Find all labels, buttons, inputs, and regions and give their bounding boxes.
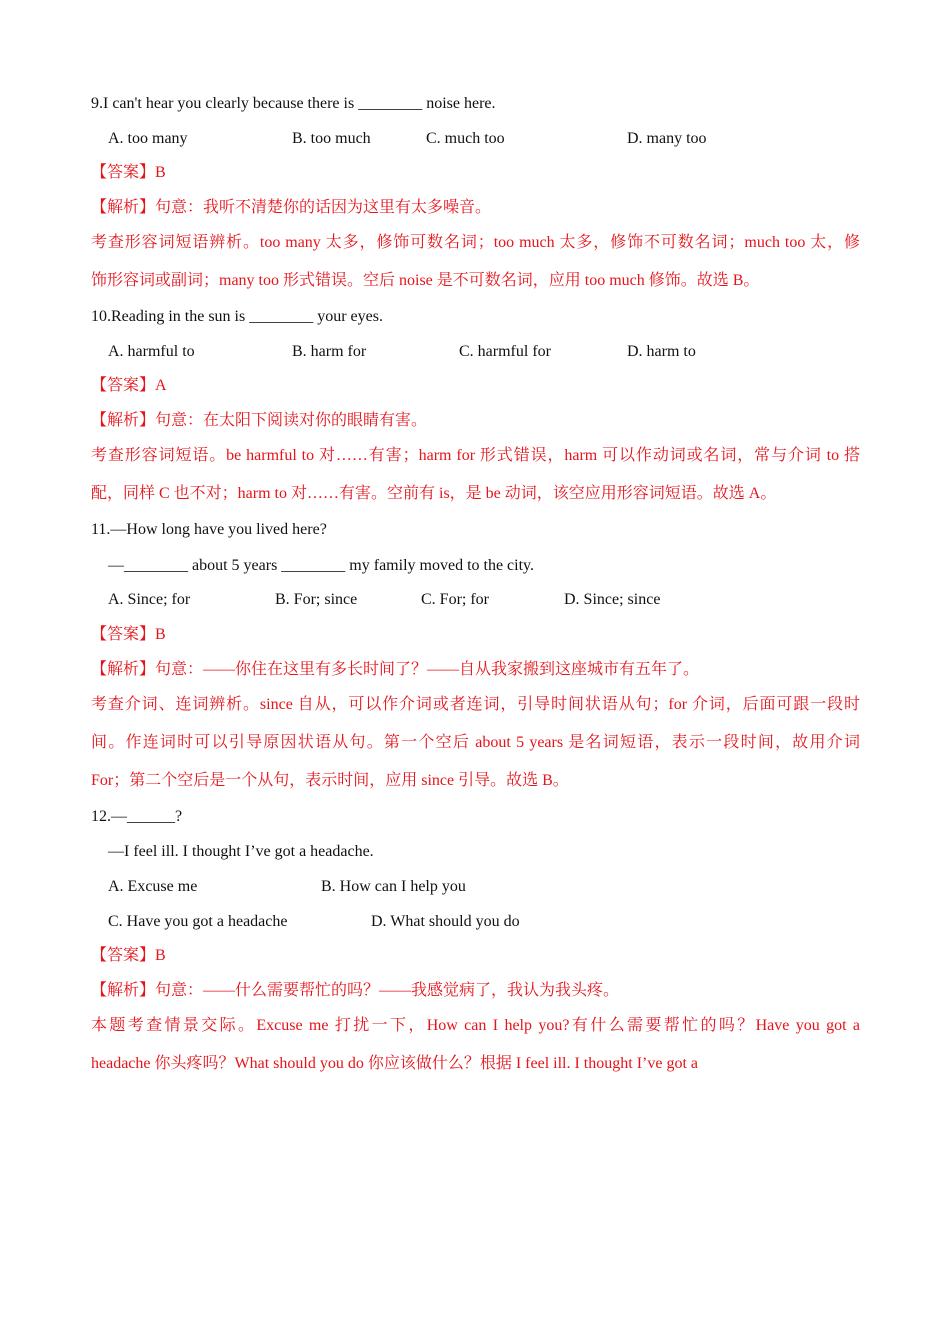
q11-option-d: D. Since; since [564,591,661,608]
q12-meaning: 【解析】句意：——什么需要帮忙的吗？——我感觉病了，我认为我头疼。 [91,982,620,999]
q12-option-d: D. What should you do [371,913,520,930]
q11-analysis-line: 间。作连词时可以引导原因状语从句。第一个空后 about 5 years 是名词短语，表示一段时间，故用介词 [91,734,860,751]
q10-option-a: A. harmful to [108,343,195,360]
q9-option-c: C. much too [426,130,505,147]
q10-answer: 【答案】A [91,377,167,394]
question-11-reply: —________ about 5 years ________ my family moved to the city. [108,557,535,574]
q10-analysis-line: 配，同样 C 也不对；harm to 对……有害。空前有 is，是 be 动词，该空应用形容词短语。故选 A。 [91,485,777,502]
q11-option-c: C. For; for [421,591,489,608]
q11-analysis-line: For；第二个空后是一个从句，表示时间，应用 since 引导。故选 B。 [91,772,569,789]
q10-meaning: 【解析】句意：在太阳下阅读对你的眼睛有害。 [91,412,428,429]
q12-analysis-line: headache 你头疼吗？What should you do 你应该做什么？根据 I feel ill. I thought I’ve got a [91,1055,698,1072]
q12-answer: 【答案】B [91,947,166,964]
q9-analysis-line: 饰形容词或副词；many too 形式错误。空后 noise 是不可数名词，应用 too much 修饰。故选 B。 [91,272,760,289]
question-10-stem: 10.Reading in the sun is ________ your eyes. [91,308,383,325]
question-9-stem: 9.I can't hear you clearly because there is ________ noise here. [91,95,496,112]
q9-analysis-line: 考查形容词短语辨析。too many 太多，修饰可数名词；too much 太多，修饰不可数名词；much too 太，修 [91,234,860,251]
q9-answer: 【答案】B [91,164,166,181]
q10-option-d: D. harm to [627,343,696,360]
q11-analysis-line: 考查介词、连词辨析。since 自从，可以作介词或者连词，引导时间状语从句；for 介词，后面可跟一段时 [91,696,860,713]
q11-option-a: A. Since; for [108,591,191,608]
q10-option-c: C. harmful for [459,343,551,360]
q12-option-c: C. Have you got a headache [108,913,288,930]
question-12-reply: —I feel ill. I thought I’ve got a headache. [108,843,374,860]
q9-option-d: D. many too [627,130,707,147]
q12-option-a: A. Excuse me [108,878,198,895]
question-12-stem: 12.—______? [91,808,183,825]
q12-analysis-line: 本题考查情景交际。Excuse me 打扰一下，How can I help you?有什么需要帮忙的吗？Have you got a [91,1017,860,1034]
q11-meaning: 【解析】句意：——你住在这里有多长时间了？——自从我家搬到这座城市有五年了。 [91,661,700,678]
q11-answer: 【答案】B [91,626,166,643]
q11-option-b: B. For; since [275,591,358,608]
q10-option-b: B. harm for [292,343,367,360]
q9-option-a: A. too many [108,130,188,147]
question-11-stem: 11.—How long have you lived here? [91,521,327,538]
q10-analysis-line: 考查形容词短语。be harmful to 对……有害；harm for 形式错误，harm 可以作动词或名词，常与介词 to 搭 [91,447,860,464]
q9-meaning: 【解析】句意：我听不清楚你的话因为这里有太多噪音。 [91,199,492,216]
q12-option-b: B. How can I help you [321,878,466,895]
q9-option-b: B. too much [292,130,371,147]
